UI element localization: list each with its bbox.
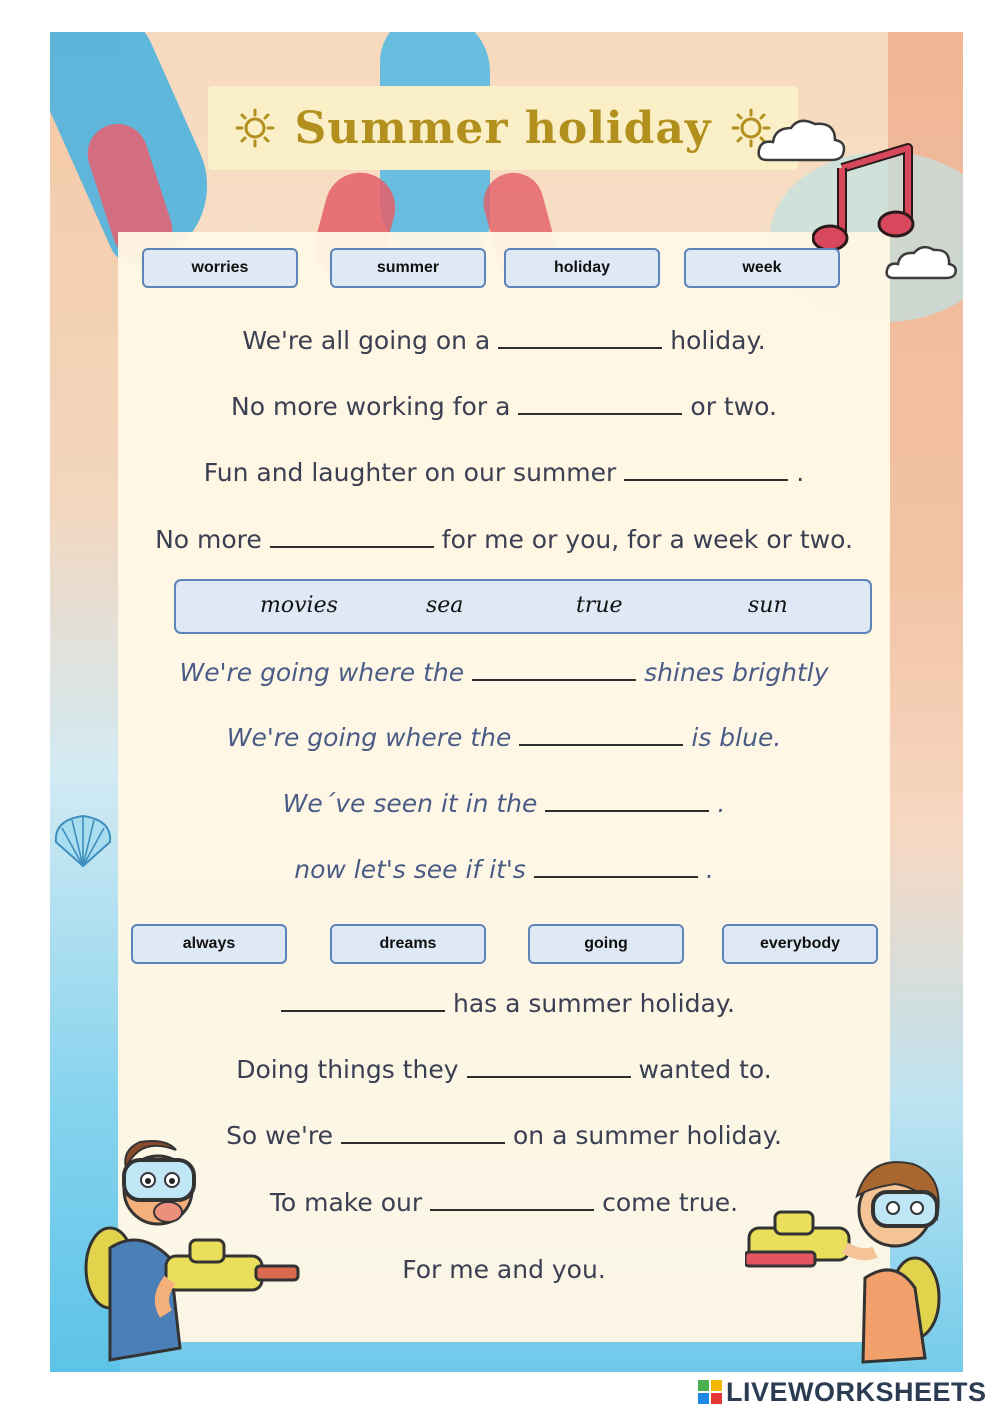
logo-text: LIVEWORKSHEETS	[726, 1376, 987, 1407]
lyric-text: No more working for a	[231, 392, 511, 421]
lyric-text: No more	[155, 525, 262, 554]
answer-blank[interactable]	[467, 1058, 631, 1078]
word-chip-holiday[interactable]: holiday	[504, 248, 660, 288]
lyric-line	[118, 989, 890, 1018]
lyric-text: Fun and laughter on our summer	[203, 458, 617, 487]
word-chip-sea[interactable]: sea	[426, 593, 464, 618]
answer-blank[interactable]	[545, 792, 709, 812]
lyric-text: come true.	[602, 1188, 739, 1217]
lyric-text: For me and you.	[402, 1255, 606, 1284]
answer-blank[interactable]	[498, 329, 662, 349]
word-chip-sun[interactable]: sun	[748, 593, 788, 618]
lyric-text: holiday.	[670, 326, 766, 355]
logo-mark-icon	[698, 1380, 722, 1404]
lyric-text: shines brightly	[644, 658, 829, 687]
word-chip-week[interactable]: week	[684, 248, 840, 288]
lyric-text: We're all going on a	[242, 326, 491, 355]
answer-blank[interactable]	[624, 461, 788, 481]
lyric-line	[118, 723, 890, 752]
lyric-line	[118, 1055, 890, 1084]
word-chip-movies[interactable]: movies	[260, 593, 338, 618]
lyric-text: wanted to.	[638, 1055, 772, 1084]
word-chip-summer[interactable]: summer	[330, 248, 486, 288]
lyric-line	[118, 658, 890, 687]
lyric-text: has a summer holiday.	[453, 989, 735, 1018]
lyric-text: .	[717, 789, 726, 818]
seashell-icon	[50, 812, 116, 870]
word-chip-true[interactable]: true	[576, 593, 623, 618]
answer-blank[interactable]	[281, 992, 445, 1012]
lyric-text: is blue.	[691, 723, 782, 752]
word-chip-going[interactable]: going	[528, 924, 684, 964]
lyric-line	[118, 525, 890, 554]
lyric-line	[118, 326, 890, 355]
answer-blank[interactable]	[270, 528, 434, 548]
lyric-line	[118, 855, 890, 884]
word-bank-2	[174, 579, 872, 634]
lyric-text: To make our	[269, 1188, 423, 1217]
lyric-text: or two.	[690, 392, 777, 421]
word-chip-dreams[interactable]: dreams	[330, 924, 486, 964]
answer-blank[interactable]	[430, 1191, 594, 1211]
title-banner	[208, 86, 798, 170]
cloud-icon	[884, 240, 958, 284]
lyric-text: .	[705, 855, 714, 884]
lyric-text: .	[796, 458, 805, 487]
page-title: Summer holiday	[294, 102, 712, 154]
lyric-text: We're going where the	[179, 658, 465, 687]
sun-icon	[235, 108, 275, 148]
lyric-text: now let's see if it's	[294, 855, 526, 884]
lyric-text: for me or you, for a week or two.	[441, 525, 853, 554]
answer-blank[interactable]	[341, 1124, 505, 1144]
word-chip-worries[interactable]: worries	[142, 248, 298, 288]
lyric-line	[118, 458, 890, 487]
diver-girl-illustration	[745, 1148, 960, 1368]
lyric-line	[118, 392, 890, 421]
lyric-text: We´ve seen it in the	[282, 789, 538, 818]
diver-character-illustration	[70, 1128, 310, 1368]
liveworksheets-logo	[698, 1376, 987, 1408]
answer-blank[interactable]	[472, 661, 636, 681]
lyric-line	[118, 789, 890, 818]
word-chip-always[interactable]: always	[131, 924, 287, 964]
lyric-text: We're going where the	[226, 723, 512, 752]
answer-blank[interactable]	[519, 726, 683, 746]
lyric-text: So we're	[226, 1121, 333, 1150]
word-chip-everybody[interactable]: everybody	[722, 924, 878, 964]
answer-blank[interactable]	[518, 395, 682, 415]
answer-blank[interactable]	[534, 858, 698, 878]
lyric-text: on a summer holiday.	[512, 1121, 782, 1150]
lyric-text: Doing things they	[236, 1055, 459, 1084]
